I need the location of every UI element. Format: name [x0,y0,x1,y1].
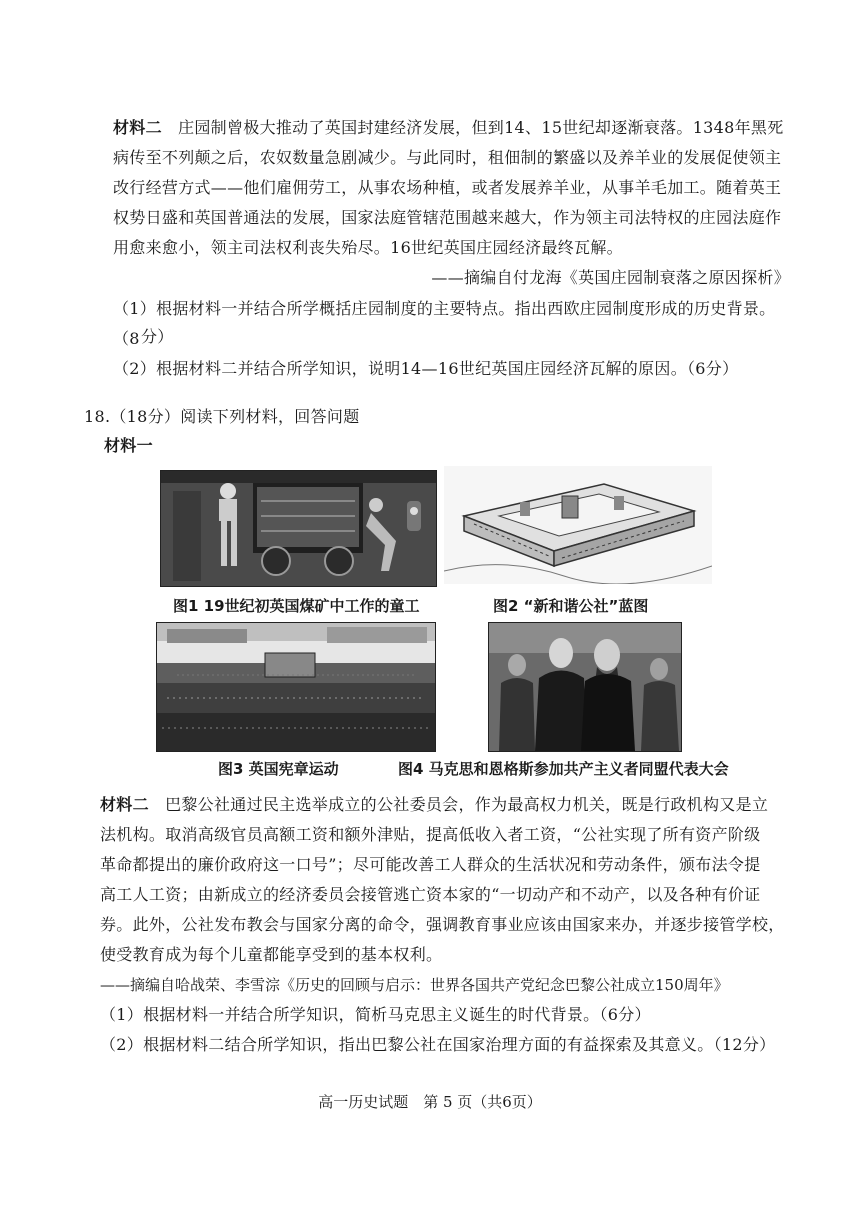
q18-material1-label: 材料一 [104,436,153,455]
q17-question-1: （1）根据材料一并结合所学概括庄园制度的主要特点。指出西欧庄园制度形成的历史背景。（8 [113,299,776,348]
q18-material2-label: 材料二 [100,795,149,814]
material2a-line-3: 改行经营方式——他们雇佣劳工，从事农场种植，或者发展养羊业，从事羊毛加工。随着英王 [113,178,782,197]
q18-material2-line-6: 使受教育成为每个儿童都能享受到的基本权利。 [100,945,443,964]
figure-2-caption: 图2 “新和谐公社”蓝图 [493,597,649,615]
material2a-line-5: 用愈来愈小，领主司法权利丧失殆尽。16世纪英国庄园经济最终瓦解。 [113,238,623,257]
q18-material2-text-1: 巴黎公社通过民主选举成立的公社委员会，作为最高权力机关，既是行政机构又是立 [165,795,769,814]
page-footer: 高一历史试题 第 5 页（共6页） [318,1093,542,1111]
figure-1-caption: 图1 19世纪初英国煤矿中工作的童工 [173,597,420,615]
q18-heading: 18.（18分）阅读下列材料，回答问题 [84,407,360,426]
material2a-source: ——摘编自付龙海《英国庄园制衰落之原因探析》 [431,268,790,287]
figure-3-chartist-movement-image [156,622,436,752]
material2a-label: 材料二 [113,118,162,137]
q18-material2-line-5: 券。此外，公社发布教会与国家分离的命令，强调教育事业应该由国家来办，并逐步接管学校， [100,915,785,934]
q18-question-1: （1）根据材料一并结合所学知识，简析马克思主义诞生的时代背景。（6分） [100,1005,651,1024]
q17-question-1-cont: 分） [141,327,174,346]
figure-4-caption: 图4 马克思和恩格斯参加共产主义者同盟代表大会 [398,760,729,778]
material2a-line-1 [113,113,793,143]
figure-3-caption: 图3 英国宪章运动 [218,760,339,778]
q18-question-2: （2）根据材料二结合所学知识，指出巴黎公社在国家治理方面的有益探索及其意义。（12分） [100,1035,776,1054]
figure-4-marx-engels-image [488,622,682,752]
q18-material2-line-4: 高工人工资；由新成立的经济委员会接管逃亡资本家的“一切动产和不动产，以及各种有价证 [100,885,761,904]
q17-question-2: （2）根据材料二并结合所学知识，说明14—16世纪英国庄园经济瓦解的原因。（6分） [113,359,739,378]
figure-2-new-harmony-blueprint-image [444,466,712,584]
q18-source: ——摘编自哈战荣、李雪淙《历史的回顾与启示：世界各国共产党纪念巴黎公社成立150周年》 [100,976,729,994]
q18-material2-line-1 [100,790,800,820]
q18-material2-line-2: 法机构。取消高级官员高额工资和额外津贴，提高低收入者工资，“公社实现了所有资产阶级 [100,825,761,844]
q18-material2-line-3: 革命都提出的廉价政府这一口号”；尽可能改善工人群众的生活状况和劳动条件，颁布法令提 [100,855,761,874]
material2a-text-1: 庄园制曾极大推动了英国封建经济发展，但到14、15世纪却逐渐衰落。1348年黑死 [178,118,784,137]
figure-1-child-miners-image [160,470,437,587]
material2a-line-4: 权势日盛和英国普通法的发展，国家法庭管辖范围越来越大，作为领主司法特权的庄园法庭作 [113,208,782,227]
material2a-line-2: 病传至不列颠之后，农奴数量急剧减少。与此同时，租佃制的繁盛以及养羊业的发展促使领主 [113,148,782,167]
